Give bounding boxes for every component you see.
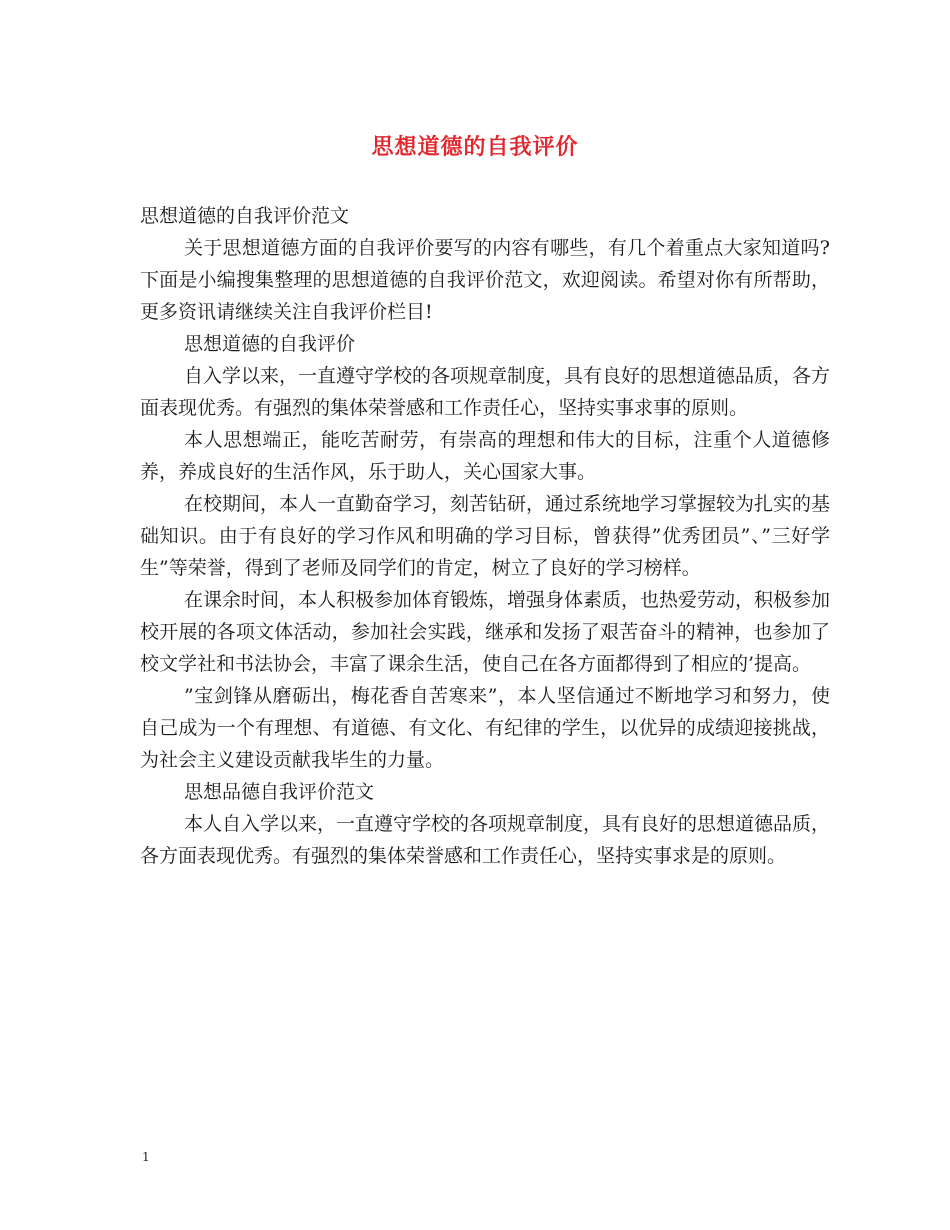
document-body xyxy=(140,200,830,872)
document-title: 思想道德的自我评价 xyxy=(371,134,579,160)
paragraph-subtitle: 思想道德的自我评价范文 xyxy=(140,205,350,227)
section-heading-1: 思想道德的自我评价 xyxy=(184,333,356,355)
paragraph-intro: 关于思想道德方面的自我评价要写的内容有哪些，有几个着重点大家知道吗?下面是小编搜集整理的思想道德的自我评价范文，欢迎阅读。希望对你有所帮助，更多资讯请继续关注自我评价栏目! xyxy=(140,237,830,323)
paragraph-1: 自入学以来，一直遵守学校的各项规章制度，具有良好的思想道德品质，各方面表现优秀。有强烈的集体荣誉感和工作责任心，坚持实事求事的原则。 xyxy=(140,365,831,419)
paragraph-3: 在校期间，本人一直勤奋学习，刻苦钻研，通过系统地学习掌握较为扎实的基础知识。由于有良好的学习作风和明确的学习目标，曾获得”优秀团员”、”三好学生”等荣誉，得到了老师及同学们的肯定，树立了良好的学习榜样。 xyxy=(140,493,831,579)
paragraph-2: 本人思想端正，能吃苦耐劳，有崇高的理想和伟大的目标，注重个人道德修养，养成良好的生活作风，乐于助人，关心国家大事。 xyxy=(140,429,830,483)
page-number: 1 xyxy=(142,1150,150,1164)
paragraph-5: ”宝剑锋从磨砺出，梅花香自苦寒来”，本人坚信通过不断地学习和努力，使自己成为一个有理想、有道德、有文化、有纪律的学生，以优异的成绩迎接挑战，为社会主义建设贡献我毕生的力量。 xyxy=(140,685,830,771)
paragraph-6: 本人自入学以来，一直遵守学校的各项规章制度，具有良好的思想道德品质，各方面表现优秀。有强烈的集体荣誉感和工作责任心，坚持实事求是的原则。 xyxy=(140,813,831,867)
section-heading-2: 思想品德自我评价范文 xyxy=(184,781,375,803)
paragraph-4: 在课余时间，本人积极参加体育锻炼，增强身体素质，也热爱劳动，积极参加校开展的各项文体活动，参加社会实践，继承和发扬了艰苦奋斗的精神，也参加了校文学社和书法协会，丰富了课余生活，使自己在各方面都得到了相应的’提高。 xyxy=(140,589,831,675)
